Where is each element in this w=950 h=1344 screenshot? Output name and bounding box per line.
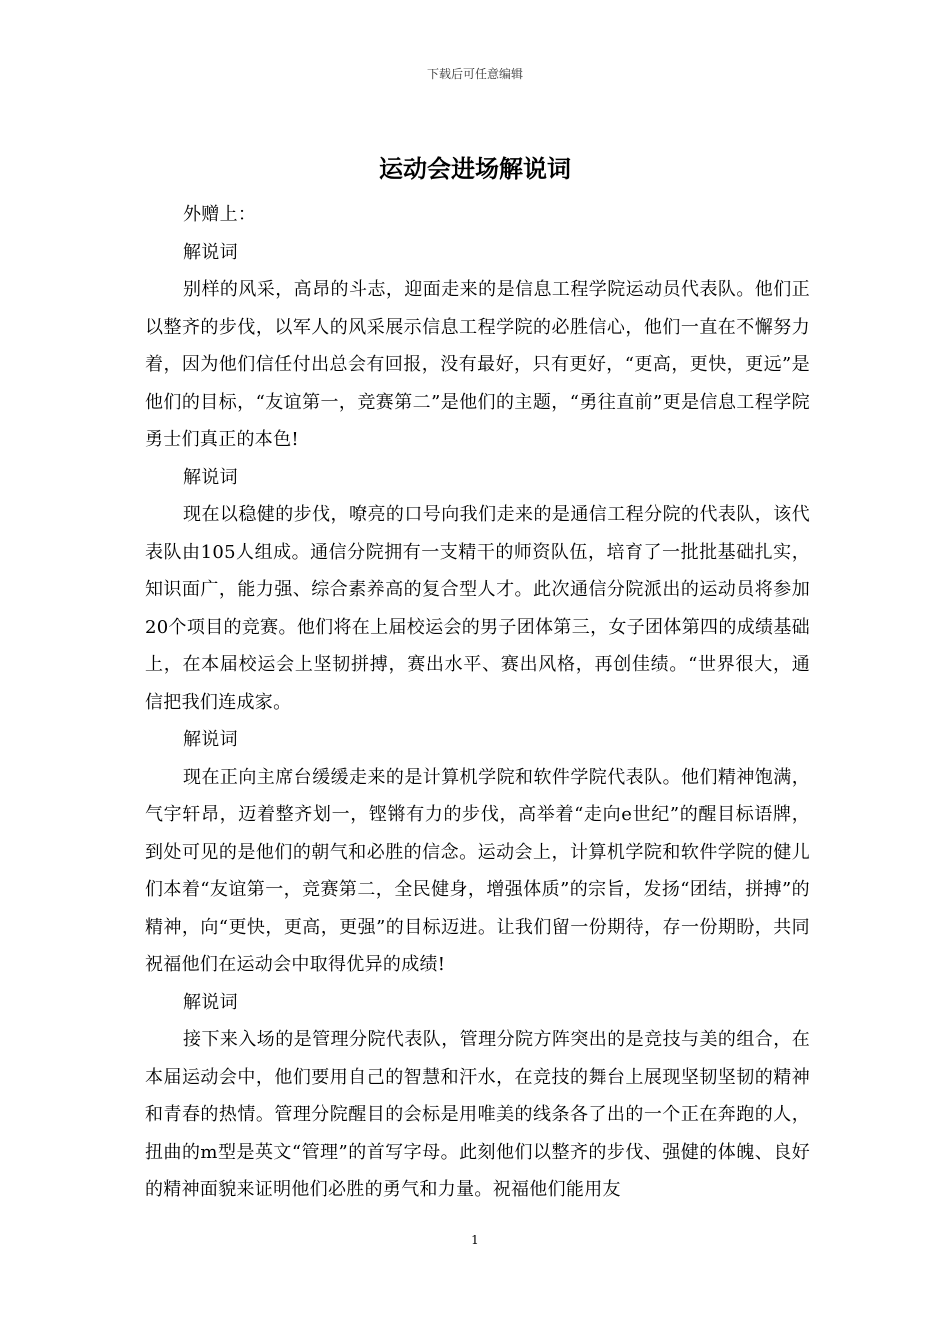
section-label: 解说词 [183,991,238,1013]
section-label: 解说词 [183,729,238,750]
section-label: 解说词 [183,466,238,488]
paragraph: 现在以稳健的步伐，嘹亮的口号向我们走来的是通信工程分院的代表队，该代表队由105人组成。通信分院拥有一支精干的师资队伍，培育了一批批基础扎实，知识面广，能力强、综合素养高的复合型人才。此次通信分院派出的运动员将参加20个项目的竞赛。他们将在上届校运会的男子团体第三，女子团体第四的成绩基础上，在本届校运会上坚韧拼搏，赛出水平、赛出风格，再创佳绩。“世界很大，通信把我们连成家。 [145,504,810,713]
document-body [145,196,810,1209]
paragraph: 现在正向主席台缓缓走来的是计算机学院和软件学院代表队。他们精神饱满，气宇轩昂，迈着整齐划一，铿锵有力的步伐，高举着“走向e世纪”的醒目标语牌，到处可见的是他们的朝气和必胜的信念。运动会上，计算机学院和软件学院的健儿们本着“友谊第一，竞赛第二，全民健身，增强体质”的宗旨，发扬“团结，拼搏”的精神，向“更快，更高，更强”的目标迈进。让我们留一份期待，存一份期盼，共同祝福他们在运动会中取得优异的成绩! [145,766,810,975]
salutation-line: 外赠上： [183,204,257,225]
paragraph: 别样的风采，高昂的斗志，迎面走来的是信息工程学院运动员代表队。他们正以整齐的步伐，以军人的风采展示信息工程学院的必胜信心，他们一直在不懈努力着，因为他们信任付出总会有回报，没有最好，只有更好，“更高，更快，更远”是他们的目标，“友谊第一，竞赛第二”是他们的主题，“勇往直前”更是信息工程学院勇士们真正的本色! [145,279,810,450]
header-note: 下载后可任意编辑 [426,67,523,81]
document-title: 运动会进场解说词 [379,155,571,183]
page-number: 1 [471,1233,479,1247]
section-label: 解说词 [183,241,238,263]
paragraph: 接下来入场的是管理分院代表队，管理分院方阵突出的是竞技与美的组合，在本届运动会中，他们要用自己的智慧和汗水，在竞技的舞台上展现坚韧坚韧的精神和青春的热情。管理分院醒目的会标是用唯美的线条各了出的一个正在奔跑的人，扭曲的m型是英文“管理”的首写字母。此刻他们以整齐的步伐、强健的体魄、良好的精神面貌来证明他们必胜的勇气和力量。祝福他们能用友 [145,1029,810,1200]
